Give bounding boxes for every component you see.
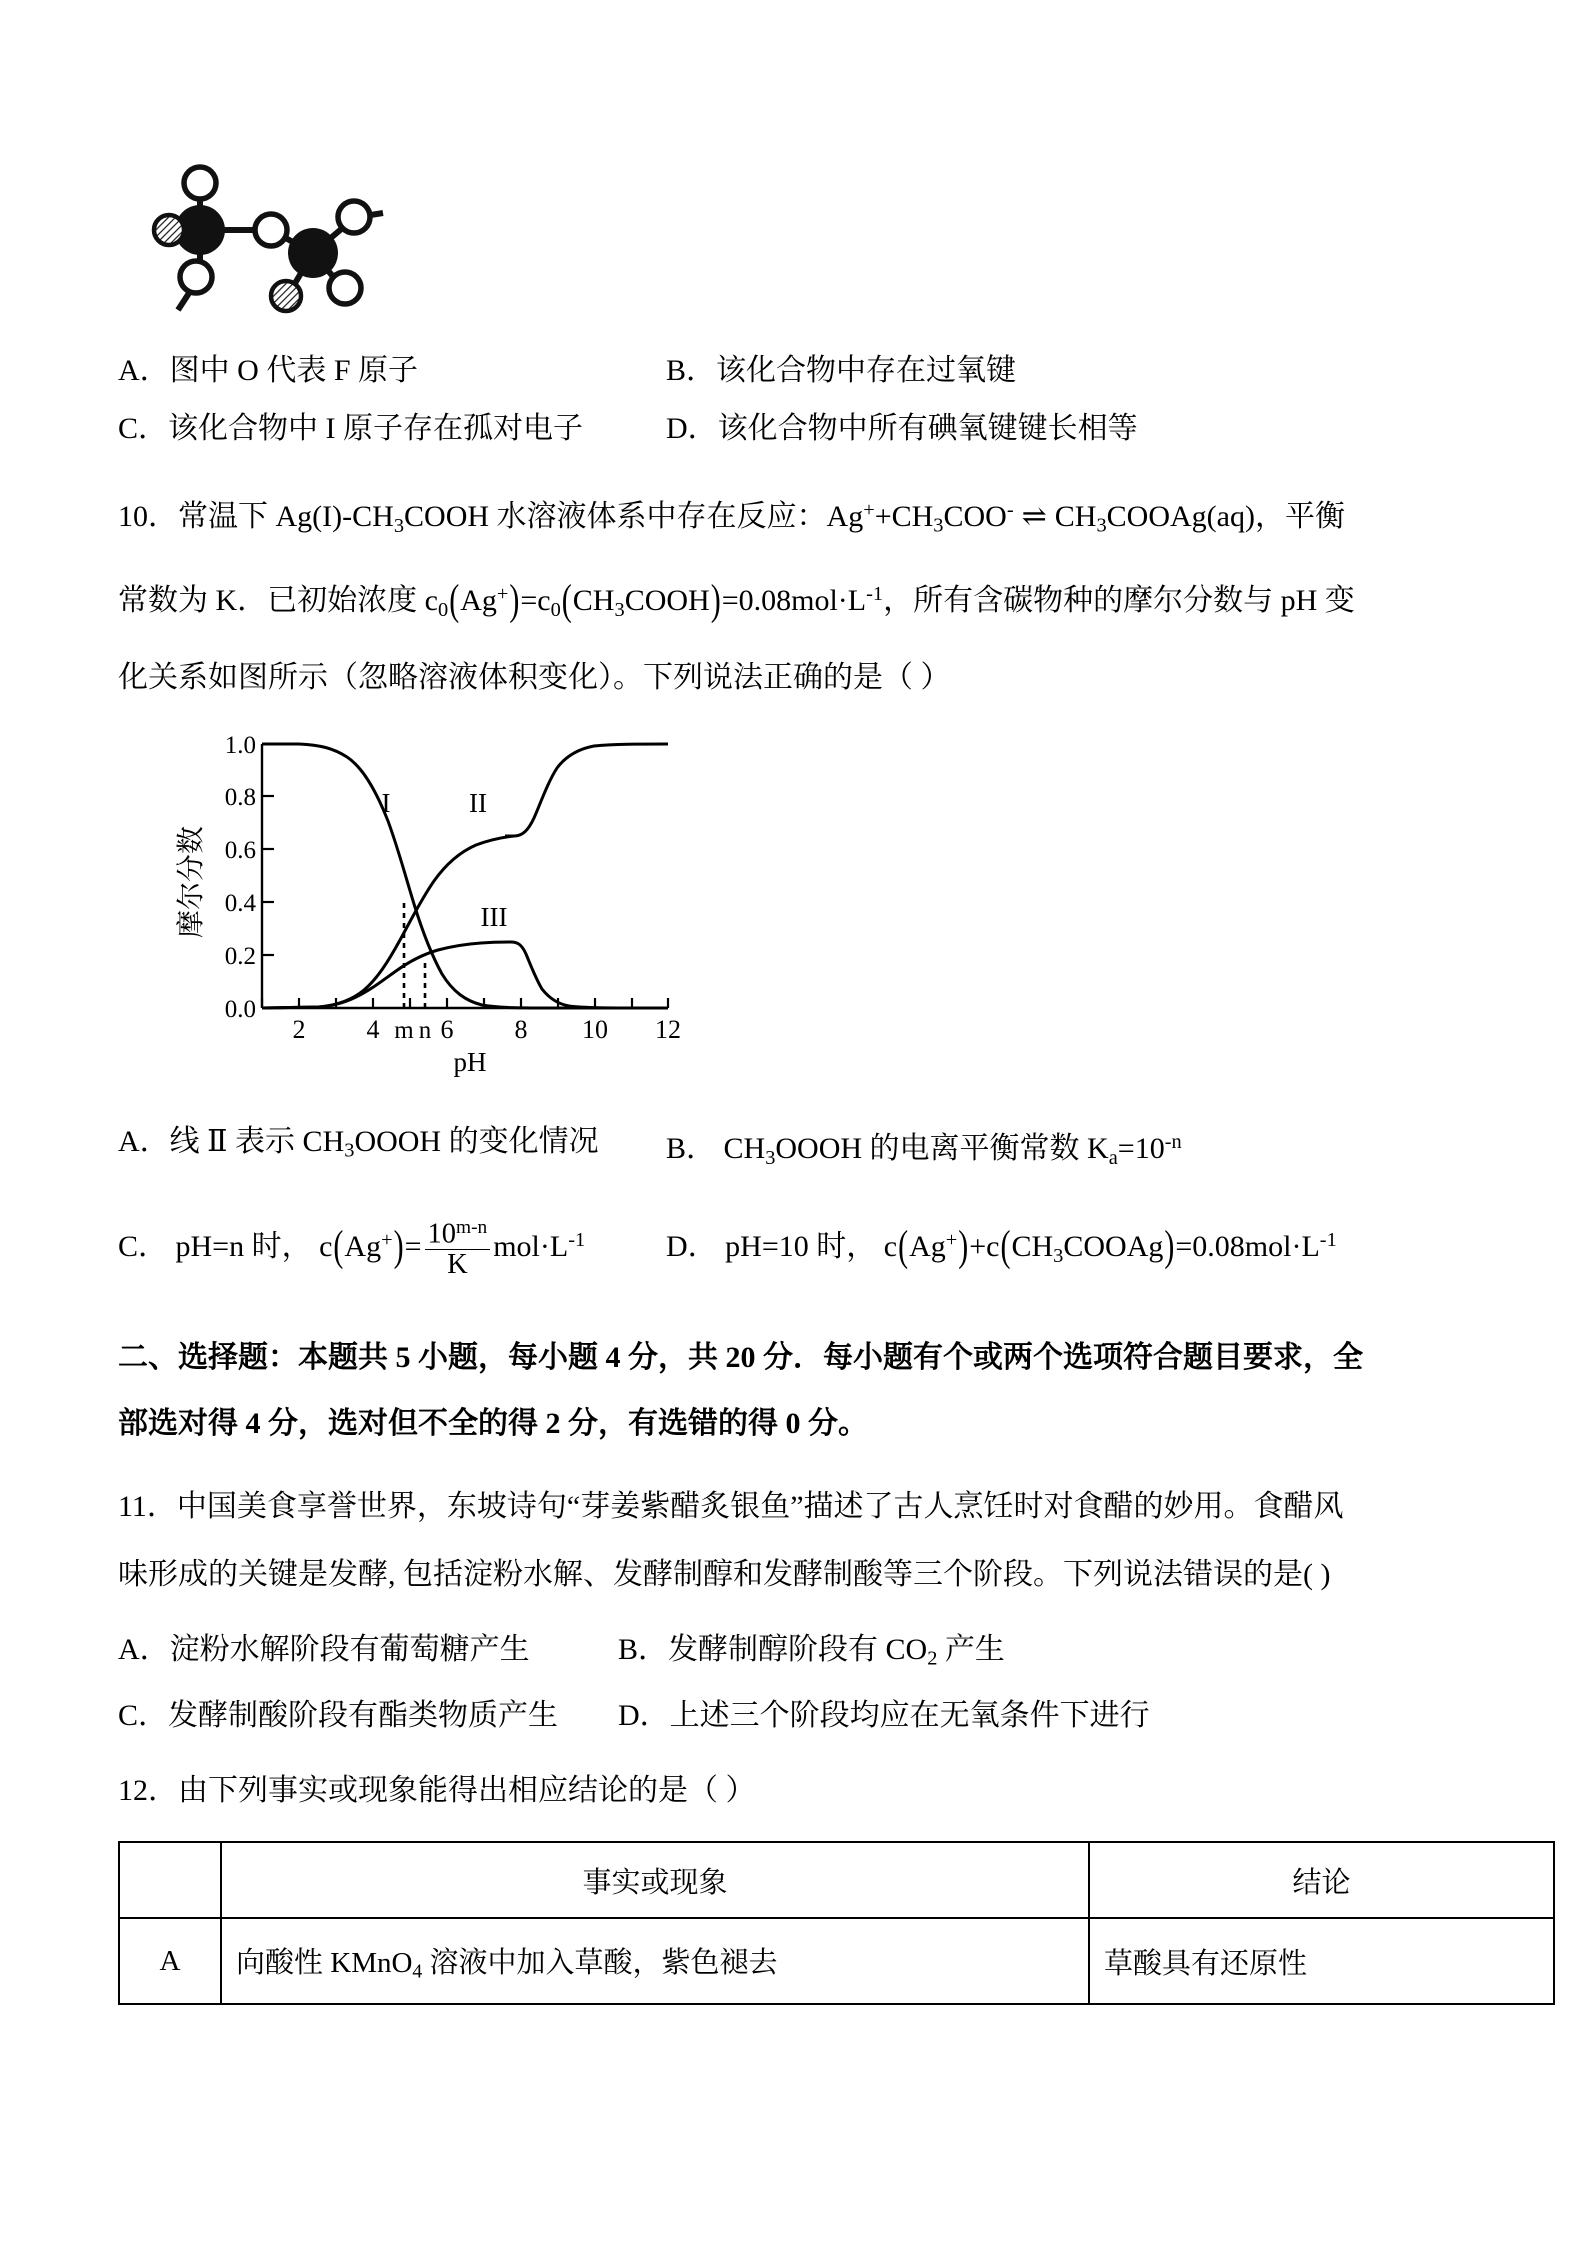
eq-ag: Ag xyxy=(826,500,864,534)
mole-fraction-ph-chart xyxy=(170,726,690,1111)
q9-options-row-2 xyxy=(118,400,1478,458)
q10-opt-d-value: =0.08mol·L xyxy=(1175,1229,1320,1263)
xtick-4: 4 xyxy=(366,1014,380,1044)
x-axis-title: pH xyxy=(453,1046,487,1077)
q9-option-c[interactable]: C．该化合物中 I 原子存在孤对电子 xyxy=(118,412,583,445)
q10-opt-c-paren-close: ) xyxy=(393,1222,404,1271)
q10-options-row-2 xyxy=(118,1197,1478,1299)
x-axis-annotations xyxy=(394,1017,431,1044)
white-atom-bottom-left xyxy=(180,261,212,293)
q11-option-d[interactable]: D．上述三个阶段均应在无氧条件下进行 xyxy=(618,1699,1150,1733)
chart-svg xyxy=(170,726,690,1111)
y-axis-tick-labels xyxy=(225,732,257,1023)
eq-ag-charge: + xyxy=(863,499,875,521)
white-atom-upper-right xyxy=(338,201,370,233)
q10-opt-c-unit: mol·L xyxy=(493,1229,569,1263)
q10-opt-c-ag-charge: + xyxy=(381,1228,393,1251)
q11-option-a[interactable]: A．淀粉水解阶段有葡萄糖产生 xyxy=(118,1632,530,1666)
fraction-numerator xyxy=(425,1218,491,1251)
q10-opt-d-paren2-open: ( xyxy=(1000,1222,1011,1271)
ytick-2: 0.4 xyxy=(224,889,256,917)
q10-opt-b-exp: -n xyxy=(1164,1130,1182,1153)
fact-post: 溶液中加入草酸，紫色褪去 xyxy=(422,1946,778,1979)
q10-equation xyxy=(826,499,1255,537)
fraction-num-base: 10 xyxy=(427,1218,457,1250)
q10-line2-tail: ，所有含碳物种的摩尔分数与 pH 变 xyxy=(883,584,1355,618)
q11-opt-b-sub: 2 xyxy=(927,1647,938,1670)
q10-sub-3: 3 xyxy=(393,514,405,537)
q10-opt-b-pre: B． CH xyxy=(666,1131,766,1165)
section-2-line-2: 部选对得 4 分，选对但不全的得 2 分，有选错的得 0 分。 xyxy=(118,1406,868,1440)
fraction-denominator: K xyxy=(447,1249,468,1281)
q11-opt-b-pre: B．发酵制醇阶段有 CO xyxy=(618,1632,928,1666)
q10-opt-c-eq: = xyxy=(404,1229,422,1263)
q9-option-a[interactable]: A．图中 O 代表 F 原子 xyxy=(118,354,419,387)
q10-option-c[interactable] xyxy=(118,1197,666,1299)
q10-number: 10． xyxy=(118,500,178,534)
fraction-num-exp: m-n xyxy=(456,1216,488,1238)
table-header-row xyxy=(119,1842,1554,1918)
q10-opt-d-paren2-close: ) xyxy=(1164,1222,1175,1271)
xtick-8: 8 xyxy=(514,1014,528,1044)
chart-axes xyxy=(262,744,668,1008)
q10-ag: Ag xyxy=(460,584,497,618)
q10-opt-b-eq: =10 xyxy=(1117,1131,1165,1165)
white-atom-lower-right xyxy=(329,272,361,304)
q10-line1-tail: ，平衡 xyxy=(1254,500,1345,534)
table-body xyxy=(119,1918,1554,2004)
fact-sub: 4 xyxy=(412,1960,423,1983)
table-header-index xyxy=(119,1842,221,1918)
table-header-conclusion: 结论 xyxy=(1089,1842,1554,1918)
paren-close-2: ) xyxy=(710,576,721,625)
table-cell-fact xyxy=(221,1918,1089,2004)
ytick-5: 1.0 xyxy=(224,731,256,759)
q9-option-d[interactable]: D．该化合物中所有碘氧键键长相等 xyxy=(666,412,1138,445)
q10-opt-c-pre: C． pH=n 时， c xyxy=(118,1229,333,1263)
eq-sub-3b: 3 xyxy=(1096,514,1107,537)
x-axis-tick-labels xyxy=(293,1015,682,1044)
q9-options-row-1 xyxy=(118,342,1478,400)
q10-opt-d-cooag: COOAg xyxy=(1063,1229,1164,1263)
white-atom-bridge xyxy=(255,214,287,246)
q10-opt-c-paren-open: ( xyxy=(333,1222,344,1271)
ytick-1: 0.2 xyxy=(224,942,256,970)
table-cell-conclusion: 草酸具有还原性 xyxy=(1089,1918,1554,2004)
q10-opt-b-mid: OOOH 的电离平衡常数 K xyxy=(775,1131,1109,1165)
eq-sub-3a: 3 xyxy=(933,514,944,537)
q10-cooh: COOH xyxy=(624,584,710,618)
xtick-2: 2 xyxy=(292,1014,306,1044)
q10-opt-d-sub3: 3 xyxy=(1053,1244,1064,1267)
table-header-fact: 事实或现象 xyxy=(221,1842,1089,1918)
q10-eq-1: =c xyxy=(520,584,551,618)
q10-opt-d-pre: D． pH=10 时， c xyxy=(666,1229,898,1263)
q10-opt-a-pre: A．线 Ⅱ 表示 CH xyxy=(118,1124,345,1158)
fact-pre: 向酸性 KMnO xyxy=(236,1946,413,1979)
q10-opt-d-plus: +c xyxy=(969,1229,1000,1263)
q10-opt-d-ch: CH xyxy=(1011,1229,1054,1263)
q10-option-d[interactable] xyxy=(666,1197,1337,1299)
table-header xyxy=(119,1842,1554,1918)
eq-coo: COO xyxy=(943,500,1007,534)
q10-line-1 xyxy=(118,476,1478,560)
paren-close-1: ) xyxy=(509,576,520,625)
question-12-stem: 12．由下列事实或现象能得出相应结论的是（ ） xyxy=(118,1774,756,1808)
hatched-atom-bottom xyxy=(271,281,301,311)
ytick-4: 0.8 xyxy=(224,783,256,811)
question-10-stem xyxy=(118,476,1478,712)
y-axis-ticks xyxy=(262,744,274,1008)
q10-sub-0b: 0 xyxy=(550,598,561,621)
ytick-0: 0.0 xyxy=(224,995,256,1023)
q10-ch: CH xyxy=(572,584,615,618)
section-2-line-1: 二、选择题：本题共 5 小题，每小题 4 分，共 20 分．每小题有个或两个选项符合题目要求，全 xyxy=(118,1340,1363,1374)
q10-opt-b-sub: 3 xyxy=(765,1146,776,1169)
curve-label-I: I xyxy=(381,787,391,818)
xtick-12: 12 xyxy=(655,1014,681,1044)
q11-option-c[interactable]: C．发酵制酸阶段有酯类物质产生 xyxy=(118,1699,559,1733)
question-11-stem xyxy=(118,1473,1478,1609)
paren-open-1: ( xyxy=(449,576,460,625)
paren-open-2: ( xyxy=(561,576,572,625)
q10-opt-d-paren-close: ) xyxy=(958,1222,969,1271)
curve-label-II: II xyxy=(469,787,487,818)
facts-conclusions-table xyxy=(118,1841,1555,2005)
curve-I xyxy=(262,744,668,1008)
ball-and-stick-diagram xyxy=(138,155,468,320)
q11-option-b[interactable] xyxy=(618,1621,1005,1688)
q10-unit-exp: -1 xyxy=(866,582,884,605)
q10-conc-value: =0.08mol·L xyxy=(721,584,867,618)
q10-sub-3b: 3 xyxy=(614,598,625,621)
q10-line1-pre: 常温下 Ag(I)-CH xyxy=(178,500,394,534)
q10-option-b[interactable] xyxy=(666,1113,1182,1187)
eq-prod: CH xyxy=(1054,500,1097,534)
q11-options-row-2 xyxy=(118,1687,1478,1745)
central-atom-2 xyxy=(288,228,338,278)
table-cell-index: A xyxy=(119,1918,221,2004)
q10-ag-charge: + xyxy=(496,582,509,605)
y-axis-title: 摩尔分数 xyxy=(175,825,206,938)
q11-line-1: 11．中国美食享誉世界，东坡诗句“芽姜紫醋炙银鱼”描述了古人烹饪时对食醋的妙用。食醋风 xyxy=(118,1489,1344,1523)
curve-II xyxy=(262,744,668,1008)
q10-opt-a-post: OOOH 的变化情况 xyxy=(354,1124,599,1158)
white-atom-top xyxy=(184,167,216,199)
table-row[interactable] xyxy=(119,1918,1554,2004)
q10-opt-a-sub: 3 xyxy=(344,1139,355,1162)
eq-prod-2: COOAg(aq) xyxy=(1106,500,1255,534)
q10-opt-d-ag-charge: + xyxy=(945,1228,958,1251)
section-2-heading xyxy=(118,1325,1478,1457)
q10-opt-d-paren-open: ( xyxy=(898,1222,909,1271)
q10-line2-a: 常数为 K．已初始浓度 c xyxy=(118,584,438,618)
q10-opt-c-unit-exp: -1 xyxy=(568,1228,586,1251)
curve-label-III: III xyxy=(480,901,508,932)
q10-option-a[interactable] xyxy=(118,1113,666,1187)
q10-sub-0a: 0 xyxy=(437,598,449,621)
page-content xyxy=(118,0,1478,2005)
q10-opt-d-exp: -1 xyxy=(1319,1228,1337,1251)
q10-line-2 xyxy=(118,560,1478,644)
hatched-atom-left xyxy=(154,215,184,245)
ytick-3: 0.6 xyxy=(224,836,256,864)
q10-line1-mid: COOH 水溶液体系中存在反应： xyxy=(404,500,827,534)
q10-opt-d-ag: Ag xyxy=(909,1229,946,1263)
q11-line-2: 味形成的关键是发酵, 包括淀粉水解、发酵制醇和发酵制酸等三个阶段。下列说法错误的是( ) xyxy=(118,1557,1331,1591)
q11-opt-b-post: 产生 xyxy=(937,1632,1005,1666)
q10-opt-b-ka-sub: a xyxy=(1108,1146,1118,1169)
q9-option-b[interactable]: B．该化合物中存在过氧键 xyxy=(666,354,1017,387)
q10-options-row-1 xyxy=(118,1113,1478,1187)
annotation-n: n xyxy=(418,1016,432,1044)
xtick-10: 10 xyxy=(582,1014,608,1044)
q10-line-3: 化关系如图所示（忽略溶液体积变化）。下列说法正确的是（ ） xyxy=(118,660,951,694)
annotation-m: m xyxy=(394,1016,414,1044)
molecule-figure xyxy=(138,155,468,320)
equilibrium-arrow-icon: ⇌ xyxy=(1021,500,1047,534)
q10-opt-c-fraction xyxy=(425,1218,491,1281)
q11-options-row-1 xyxy=(118,1621,1478,1688)
xtick-6: 6 xyxy=(440,1014,454,1044)
eq-plus: +CH xyxy=(874,500,934,534)
eq-coo-charge: - xyxy=(1006,499,1014,521)
q10-opt-c-ag: Ag xyxy=(344,1229,382,1263)
